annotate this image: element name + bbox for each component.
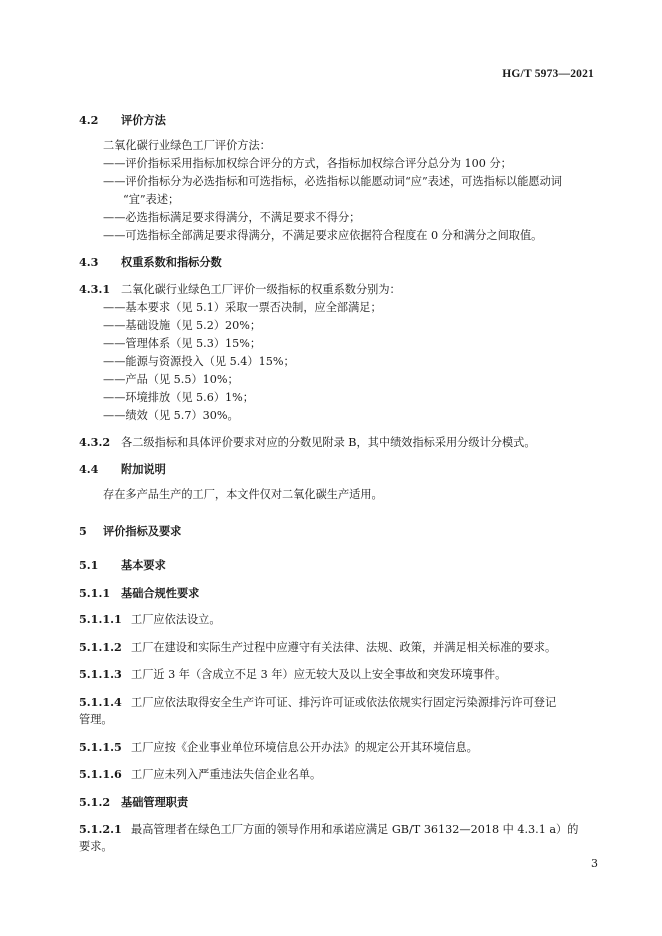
section-number: 5.1.1 bbox=[79, 586, 111, 600]
section-number: 5.1 bbox=[79, 558, 99, 572]
chapter-number: 5 bbox=[79, 524, 87, 538]
list-item: ——必选指标满足要求得满分，不满足要求不得分； bbox=[103, 211, 361, 224]
section-heading-5-1-1 bbox=[79, 584, 662, 602]
chapter-heading-5 bbox=[79, 522, 662, 540]
clause-number: 5.1.1.3 bbox=[79, 667, 122, 681]
clause-text: 各二级指标和具体评价要求对应的分数见附录 B，其中绩效指标采用分级计分模式。 bbox=[121, 436, 536, 449]
clause-5-1-1-6 bbox=[79, 765, 662, 784]
clause-number: 5.1.1.1 bbox=[79, 612, 122, 626]
clause-text: 工厂应依法设立。 bbox=[131, 613, 221, 626]
section-heading-5-1 bbox=[79, 556, 662, 574]
section-number: 4.4 bbox=[79, 462, 99, 476]
clause-number: 5.1.1.4 bbox=[79, 695, 122, 709]
clause-4-3-2 bbox=[79, 433, 662, 452]
list-item: ——产品（见 5.5）10%； bbox=[103, 373, 239, 386]
clause-5-1-2-1 bbox=[79, 820, 662, 839]
clause-number: 5.1.1.5 bbox=[79, 740, 122, 754]
section-heading-4-3 bbox=[79, 253, 662, 271]
clause-text: 工厂应依法取得安全生产许可证、排污许可证或依法依规实行固定污染源排污许可登记 bbox=[131, 696, 557, 709]
chapter-title: 评价指标及要求 bbox=[103, 524, 182, 538]
section-number: 5.1.2 bbox=[79, 795, 111, 809]
list-item: ——基本要求（见 5.1）采取一票否决制，应全部满足； bbox=[103, 301, 382, 314]
list-item-continuation: “宜”表述； bbox=[123, 193, 180, 206]
clause-text: 工厂在建设和实际生产过程中应遵守有关法律、法规、政策，并满足相关标准的要求。 bbox=[131, 641, 557, 654]
list-item: ——能源与资源投入（见 5.4）15%； bbox=[103, 355, 295, 368]
list-item: ——基础设施（见 5.2）20%； bbox=[103, 319, 262, 332]
section-heading-4-4 bbox=[79, 460, 662, 478]
section-number: 4.2 bbox=[79, 113, 99, 127]
list-item: ——绩效（见 5.7）30%。 bbox=[103, 409, 239, 422]
section-heading-4-2 bbox=[79, 111, 662, 129]
section-title: 基础管理职责 bbox=[121, 795, 189, 809]
clause-4-3-1 bbox=[79, 280, 662, 299]
list-item: ——评价指标采用指标加权综合评分的方式，各指标加权综合评分总分为 100 分； bbox=[103, 157, 512, 170]
section-heading-5-1-2 bbox=[79, 793, 662, 811]
clause-5-1-1-2 bbox=[79, 638, 662, 657]
clause-5-1-1-4 bbox=[79, 693, 662, 712]
clause-5-1-1-1 bbox=[79, 610, 662, 629]
paragraph: 存在多产品生产的工厂，本文件仅对二氧化碳生产适用。 bbox=[103, 488, 383, 501]
page-number: 3 bbox=[591, 857, 598, 870]
list-item: ——可选指标全部满足要求得满分，不满足要求应依据符合程度在 0 分和满分之间取值。 bbox=[103, 229, 543, 242]
list-item: ——管理体系（见 5.3）15%； bbox=[103, 337, 262, 350]
section-title: 附加说明 bbox=[121, 462, 166, 476]
clause-continuation: 管理。 bbox=[79, 713, 113, 726]
section-title: 评价方法 bbox=[121, 113, 166, 127]
document-code-header: HG/T 5973—2021 bbox=[502, 68, 594, 80]
clause-number: 5.1.1.2 bbox=[79, 640, 122, 654]
clause-number: 5.1.2.1 bbox=[79, 822, 122, 836]
section-title: 基础合规性要求 bbox=[121, 586, 200, 600]
clause-text: 二氧化碳行业绿色工厂评价一级指标的权重系数分别为： bbox=[121, 283, 401, 296]
list-item: ——评价指标分为必选指标和可选指标，必选指标以能愿动词“应”表述，可选指标以能愿动词 bbox=[103, 175, 562, 188]
section-title: 权重系数和指标分数 bbox=[121, 255, 222, 269]
clause-continuation: 要求。 bbox=[79, 840, 113, 853]
section-title: 基本要求 bbox=[121, 558, 166, 572]
clause-5-1-1-5 bbox=[79, 738, 662, 757]
clause-text: 最高管理者在绿色工厂方面的领导作用和承诺应满足 GB/T 36132—2018 中 4.3.1 a）的 bbox=[131, 823, 579, 836]
clause-number: 5.1.1.6 bbox=[79, 767, 122, 781]
clause-number: 4.3.2 bbox=[79, 435, 111, 449]
clause-text: 工厂应未列入严重违法失信企业名单。 bbox=[131, 768, 322, 781]
clause-text: 工厂近 3 年（含成立不足 3 年）应无较大及以上安全事故和突发环境事件。 bbox=[131, 668, 507, 681]
list-item: ——环境排放（见 5.6）1%； bbox=[103, 391, 254, 404]
paragraph: 二氧化碳行业绿色工厂评价方法： bbox=[103, 139, 271, 152]
section-number: 4.3 bbox=[79, 255, 99, 269]
clause-5-1-1-3 bbox=[79, 665, 662, 684]
clause-number: 4.3.1 bbox=[79, 282, 111, 296]
clause-text: 工厂应按《企业事业单位环境信息公开办法》的规定公开其环境信息。 bbox=[131, 741, 478, 754]
